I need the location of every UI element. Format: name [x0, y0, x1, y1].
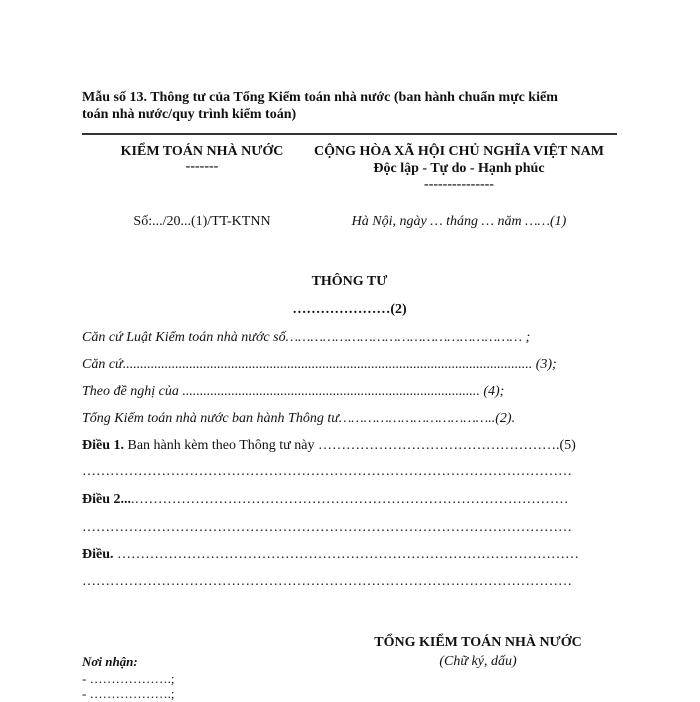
article-2-fill: ……………………………………………………………………………………………: [82, 520, 572, 535]
article-3-label: Điều.: [82, 547, 114, 562]
national-motto-dash: ---------------: [424, 177, 494, 192]
document-number: Số:.../20...(1)/TT-KTNN: [133, 214, 271, 229]
article-3-text: ………………………………………………………………………………………: [113, 547, 579, 562]
national-title: CỘNG HÒA XÃ HỘI CHỦ NGHĨA VIỆT NAM: [313, 144, 604, 159]
recipients-label: Nơi nhận:: [82, 654, 138, 669]
preamble-line: Căn cứ..................................................................................................................... (3);: [82, 357, 557, 372]
signature-note: (Chữ ký, dấu): [439, 654, 517, 669]
article-1: [82, 437, 576, 454]
form-title-line-1: Mẫu số 13. Thông tư của Tổng Kiểm toán nhà nước (ban hành chuẩn mực kiểm: [82, 90, 558, 105]
article-2: [82, 491, 569, 508]
header-divider: [82, 133, 617, 135]
place-date: Hà Nội, ngày … tháng … năm ……(1): [351, 214, 567, 229]
article-1-label: Điều 1.: [82, 438, 124, 453]
form-title-line-2: toán nhà nước/quy trình kiểm toán): [82, 107, 297, 122]
article-3: [82, 546, 579, 563]
preamble-line: Theo đề nghị của ..................................................................................... (4);: [82, 384, 505, 399]
article-2-label: Điều 2...: [82, 492, 131, 507]
article-2-text: .…………………………………………………………………………………: [131, 492, 569, 507]
document-subject: …………………(2): [292, 302, 407, 317]
signer-title: TỔNG KIỂM TOÁN NHÀ NƯỚC: [374, 635, 582, 650]
issuing-agency: KIỂM TOÁN NHÀ NƯỚC: [120, 144, 284, 159]
issuing-agency-dash: -------: [185, 159, 219, 174]
recipient-item: - ……………….;: [82, 671, 175, 686]
document-type-title: THÔNG TƯ: [311, 274, 388, 289]
preamble-line: Tổng Kiểm toán nhà nước ban hành Thông tư………………………………..(2).: [82, 411, 516, 426]
article-1-text: Ban hành kèm theo Thông tư này …………………………………………….(5): [124, 438, 576, 453]
article-1-fill: ……………………………………………………………………………………………: [82, 464, 572, 479]
preamble-line: Căn cứ Luật Kiểm toán nhà nước số………………………………………………… ;: [82, 330, 531, 345]
article-3-fill: ……………………………………………………………………………………………: [82, 574, 572, 589]
national-motto: Độc lập - Tự do - Hạnh phúc: [373, 161, 545, 176]
recipient-item: - ……………….;: [82, 686, 175, 701]
